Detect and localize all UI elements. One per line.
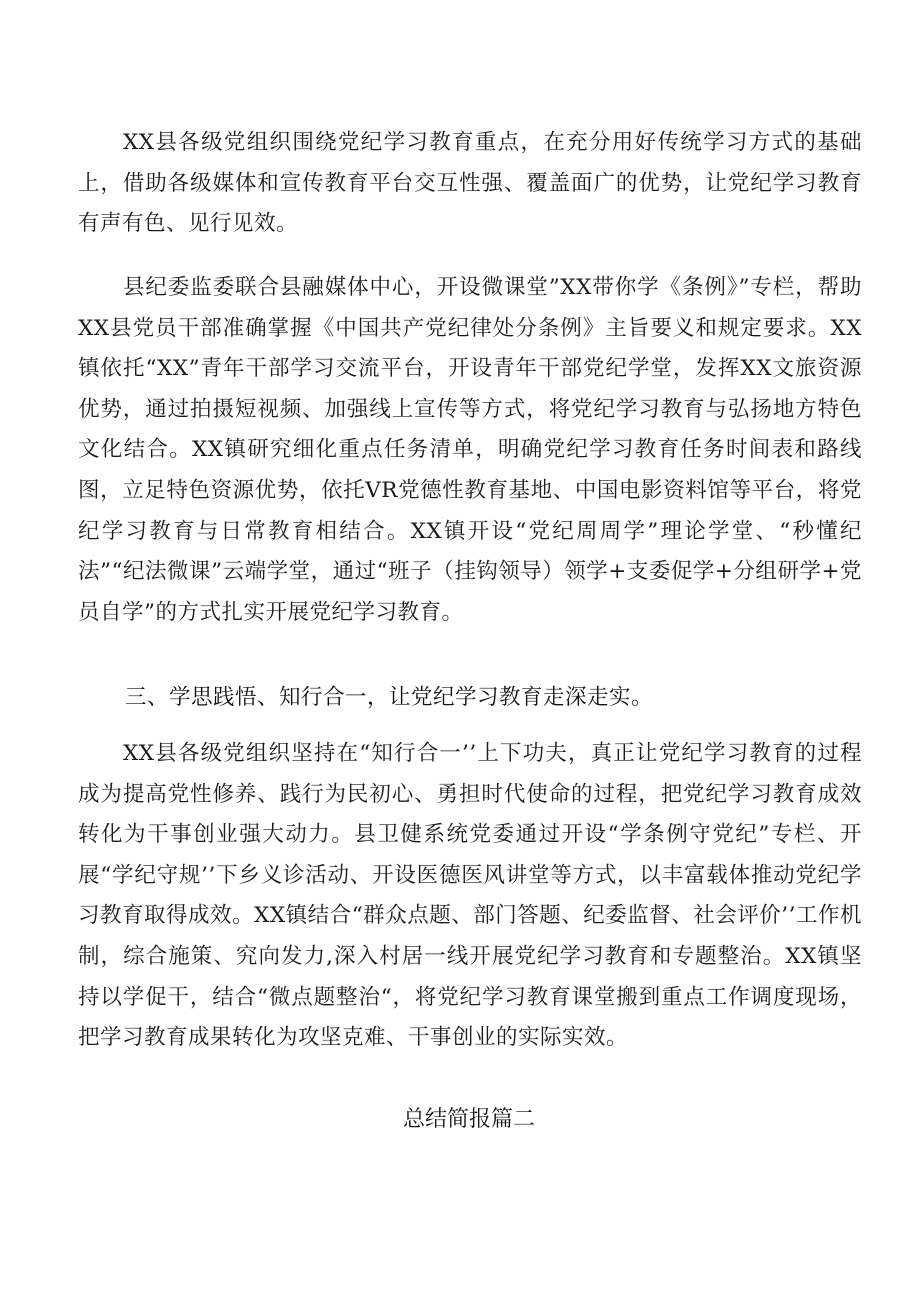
body-paragraph-1: XX县各级党组织围绕党纪学习教育重点，在充分用好传统学习方式的基础上，借助各级媒体和宣传教育平台交互性强、覆盖面广的优势，让党纪学习教育有声有色、见行见效。 — [78, 130, 862, 237]
body-paragraph-3: XX县各级党组织坚持在“知行合一’’上下功夫，真正让党纪学习教育的过程成为提高党性修养、践行为民初心、勇担时代使命的过程，把党纪学习教育成效转化为干事创业强大动力。县卫健系统党委通过开设“学条例守党纪”专栏、开展“学纪守规’’下乡义诊活动、开设医德医风讲堂等方式，以丰富载体推动党纪学习教育取得成效。XX镇结合“群众点题、部门答题、纪委监督、社会评价’’工作机制，综合施策、究向发力,深入村居一线开展党纪学习教育和专题整治。XX镇坚持以学促干，结合“微点题整治“，将党纪学习教育课堂搬到重点工作调度现场，把学习教育成果转化为攻坚克难、干事创业的实际实效。 — [78, 741, 862, 1051]
next-section-title: 总结简报篇二 — [402, 1107, 535, 1132]
body-paragraph-2: 县纪委监委联合县融媒体中心，开设微课堂”XX带你学《条例》”专栏，帮助XX县党员干部准确掌握《中国共产党纪律处分条例》主旨要义和规定要求。XX镇依托“XX”青年干部学习交流平台，开设青年干部党纪学堂，发挥XX文旅资源优势，通过拍摄短视频、加强线上宣传等方式，将党纪学习教育与弘扬地方特色文化结合。XX镇研究细化重点任务清单，明确党纪学习教育任务时间表和路线图，立足特色资源优势，依托VR党德性教育基地、中国电影资料馆等平台，将党纪学习教育与日常教育相结合。XX镇开设“党纪周周学”理论学堂、“秒懂纪法”“纪法微课”云端学堂，通过“班子（挂钩领导）领学+支委促学+分组研学+党员自学”的方式扎实开展党纪学习教育。 — [78, 275, 862, 625]
section-heading: 三、学思践悟、知行合一，让党纪学习教育走深走实。 — [125, 685, 654, 710]
